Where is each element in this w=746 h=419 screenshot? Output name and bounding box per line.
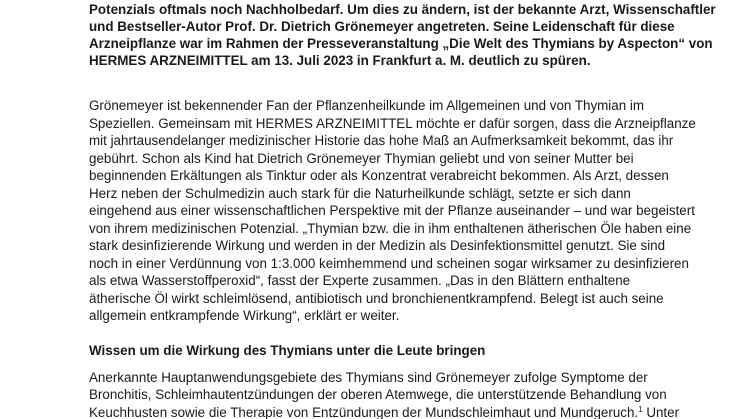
body-line: Herz neben der Schulmedizin auch stark für die Naturheilkunde schlägt, setzte er sich dann [89, 186, 631, 201]
intro-line: und Bestseller-Autor Prof. Dr. Dietrich Grönemeyer angetreten. Seine Leidenschaft für diese [89, 19, 675, 34]
body-line: Grönemeyer ist bekennender Fan der Pflanzenheilkunde im Allgemeinen und von Thymian im [89, 98, 645, 113]
body-line: Anerkannte Hauptanwendungsgebiete des Thymians sind Grönemeyer zufolge Symptome der [89, 370, 648, 385]
body-line: allgemein entkrampfende Wirkung“, erklärt er weiter. [89, 308, 400, 323]
body-line: als etwa Wasserstoffperoxid“, fasst der Experte zusammen. „Das in den Blättern enthaltene [89, 273, 631, 288]
body-line: noch in einer Verdünnung von 1:3.000 keimhemmend und scheinen sogar wirksamer zu desinfizieren [89, 256, 689, 271]
body-text: Keuchhusten sowie die Therapie von Entzündungen der Mundschleimhaut und Mundgeruch. [89, 405, 639, 419]
body-line [89, 404, 679, 419]
body-text: Unter [642, 405, 680, 419]
body-line: von ihrem medizinischen Potenzial. „Thymian bzw. die in ihm enthaltenen ätherischen Öle haben eine [89, 221, 692, 236]
body-line: eingehend aus einer wissenschaftlichen Perspektive mit der Pflanze auseinander – und war begeistert [89, 203, 695, 218]
body-line: Speziellen. Gemeinsam mit HERMES ARZNEIMITTEL möchte er dafür sorgen, dass die Arzneipflanze [89, 116, 696, 131]
body-line: beginnenden Erkältungen als Tinktur oder als Konzentrat verabreicht bekommen. Als Arzt, dessen [89, 168, 669, 183]
section-heading: Wissen um die Wirkung des Thymians unter die Leute bringen [89, 343, 486, 358]
body-line: Bronchitis, Schleimhautentzündungen der oberen Atemwege, die unterstützende Behandlung von [89, 387, 667, 402]
body-line: mit jahrtausendelanger medizinischer Historie das hohe Maß an Aufmerksamkeit bekommt, das ihr [89, 133, 674, 148]
footnote-marker: 1 [638, 405, 643, 414]
intro-line: Potenzials oftmals noch Nachholbedarf. Um dies zu ändern, ist der bekannte Arzt, Wissenschaftler [89, 2, 716, 17]
body-line: ätherische Öl wirkt schleimlösend, antibiotisch und bronchienentkrampfend. Belegt ist auch seine [89, 291, 664, 306]
intro-line: HERMES ARZNEIMITTEL am 13. Juli 2023 in Frankfurt a. M. deutlich zu spüren. [89, 53, 591, 68]
body-line: gebührt. Schon als Kind hat Dietrich Grönemeyer Thymian geliebt und von seiner Mutter bei [89, 151, 634, 166]
body-line: stark desinfizierende Wirkung und werden in der Medizin als Desinfektionsmittel genutzt. Sie sind [89, 238, 666, 253]
intro-line: Arzneipflanze war im Rahmen der Presseveranstaltung „Die Welt des Thymians by Aspecton“ von [89, 36, 713, 51]
